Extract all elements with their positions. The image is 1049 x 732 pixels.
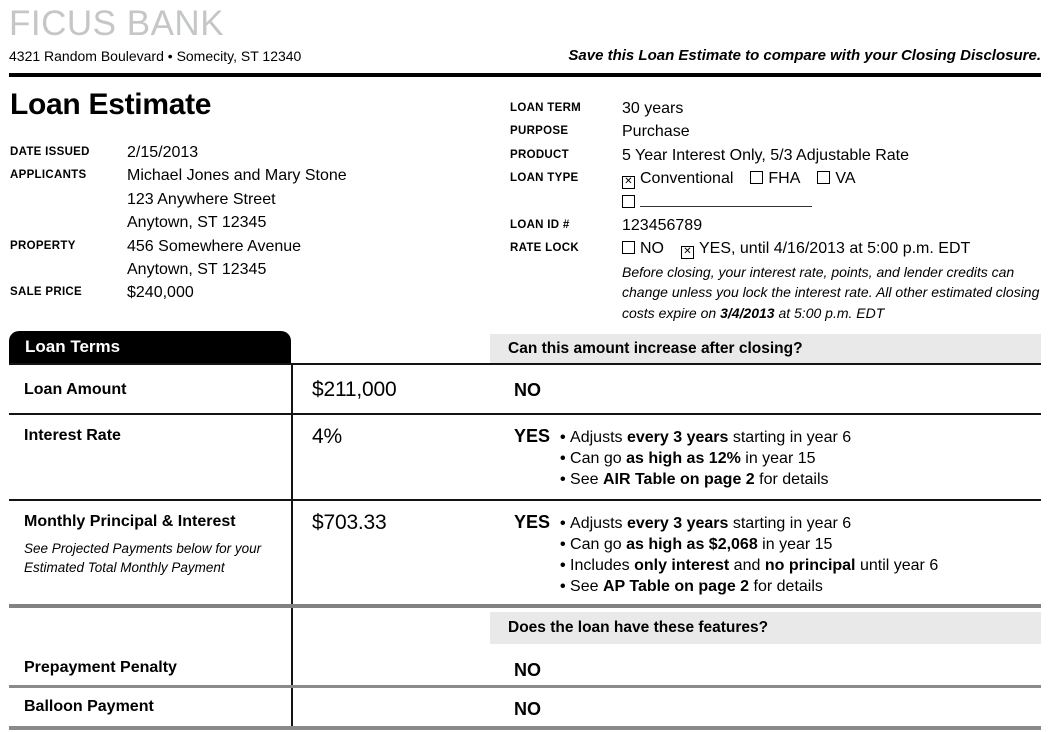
- row-answer-cell: [490, 649, 1041, 685]
- info-row: [10, 164, 480, 234]
- bullet-dot: •: [560, 471, 571, 488]
- info-line: $240,000: [127, 284, 194, 302]
- checkbox-label: FHA: [768, 170, 801, 188]
- answer-text: YES: [514, 512, 551, 532]
- bullet-item: • Includes only interest and no principal until year 6: [560, 557, 939, 574]
- row-value-cell: [291, 415, 490, 499]
- info-label: LOAN ID #: [510, 219, 570, 232]
- loan-info-row: [510, 144, 1041, 167]
- info-label: APPLICANTS: [10, 169, 87, 182]
- bullet-item: • Can go as high as $2,068 in year 15: [560, 536, 833, 553]
- loan-info-row: [510, 167, 1041, 214]
- info-row: [10, 141, 480, 164]
- row-value-cell: [291, 688, 490, 726]
- info-row: [10, 281, 480, 304]
- row-label: Prepayment Penalty: [24, 659, 177, 676]
- applicant-info-rows: [10, 141, 480, 305]
- checkbox-unchecked-icon: [622, 241, 635, 254]
- loan-info-value: [622, 167, 1041, 214]
- info-row: [10, 235, 480, 282]
- blank-line: [640, 193, 812, 207]
- page-title: Loan Estimate: [10, 88, 212, 121]
- checkbox-option: [817, 170, 855, 187]
- answer-text: NO: [514, 380, 541, 400]
- info-line: 456 Somewhere Avenue: [127, 237, 302, 255]
- bullet-dot: •: [560, 578, 571, 595]
- checkbox-checked-icon: ✕: [681, 246, 694, 259]
- info-value: [127, 141, 480, 164]
- rate-lock-note: Before closing, your interest rate, points, and lender credits can change unless you lock the interest rate. All other estimated closing costs expire on 3/4/2013 at 5:00 p.m. EDT: [622, 263, 1040, 321]
- row-answer-cell: [490, 365, 1041, 413]
- row-sublabel: See Projected Payments below for your Estimated Total Monthly Payment: [24, 541, 262, 575]
- bullet-item: • Adjusts every 3 years starting in year 6: [560, 515, 852, 532]
- info-value: [127, 164, 480, 234]
- row-value: 4%: [312, 425, 342, 448]
- loan-terms-rows: [9, 365, 1041, 608]
- row-value-cell: [291, 501, 490, 604]
- bullet-item: • See AIR Table on page 2 for details: [560, 471, 829, 488]
- checkbox-unchecked-icon: [817, 171, 830, 184]
- checkbox-label: Conventional: [640, 170, 734, 188]
- save-note: Save this Loan Estimate to compare with your Closing Disclosure.: [568, 47, 1041, 64]
- info-label: PROPERTY: [10, 239, 76, 252]
- info-label: LOAN TYPE: [510, 172, 579, 185]
- checkbox-option: [750, 170, 800, 187]
- info-line: Anytown, ST 12345: [127, 261, 267, 279]
- checkbox-unchecked-icon: [622, 195, 635, 208]
- loan-info-value: 30 years: [622, 100, 684, 117]
- row-label-cell: [9, 365, 291, 413]
- bullet-item: • See AP Table on page 2 for details: [560, 578, 823, 595]
- row-value-cell: [291, 649, 490, 685]
- applicant-info-block: [10, 88, 480, 305]
- checkbox-option: [622, 194, 812, 211]
- loan-info-value: 5 Year Interest Only, 5/3 Adjustable Rate: [622, 146, 909, 164]
- checkbox-label: VA: [835, 170, 856, 188]
- checkbox-label: YES, until 4/16/2013 at 5:00 p.m. EDT: [699, 240, 971, 258]
- info-label: SALE PRICE: [10, 286, 83, 299]
- bullet-dot: •: [560, 450, 571, 467]
- checkbox-checked-icon: ✕: [622, 176, 635, 189]
- bullet-item: • Can go as high as 12% in year 15: [560, 450, 816, 467]
- info-label: PRODUCT: [510, 148, 569, 161]
- bullet-dot: •: [560, 515, 571, 532]
- answer-text: NO: [514, 660, 541, 680]
- info-label: PURPOSE: [510, 125, 569, 138]
- checkbox-unchecked-icon: [750, 171, 763, 184]
- bullet-dot: •: [560, 429, 571, 446]
- loan-term-row: [9, 415, 1041, 501]
- bullet-dot: •: [560, 557, 571, 574]
- checkbox-option: [681, 240, 970, 257]
- bank-header: [9, 0, 1041, 77]
- row-answer-cell: [490, 688, 1041, 726]
- checkbox-label: NO: [640, 240, 664, 258]
- empty-label-cell: [9, 608, 291, 649]
- loan-info-block: [510, 97, 1041, 323]
- row-label: Loan Amount: [24, 381, 127, 398]
- bank-logo: FICUS BANK: [9, 4, 225, 43]
- row-label: Monthly Principal & Interest: [24, 513, 236, 530]
- loan-term-row: [9, 365, 1041, 415]
- loan-info-value: [622, 237, 1049, 323]
- loan-info-row: [510, 237, 1041, 323]
- info-line: Anytown, ST 12345: [127, 214, 267, 232]
- loan-info-rows: [510, 97, 1041, 323]
- bullet-list: [560, 511, 938, 597]
- bank-address: 4321 Random Boulevard • Somecity, ST 12340: [9, 48, 302, 64]
- row-answer-cell: [490, 415, 1041, 499]
- feature-rows: [9, 649, 1041, 730]
- row-value-cell: [291, 365, 490, 413]
- info-value: [127, 281, 480, 304]
- loan-info-value: 123456789: [622, 217, 703, 235]
- loan-terms-header-row: [9, 331, 1041, 365]
- answer-text: NO: [514, 699, 541, 719]
- loan-info-row: [510, 97, 1041, 120]
- loan-info-row: [510, 120, 1041, 143]
- loan-term-row: [9, 501, 1041, 608]
- loan-terms-tab: Loan Terms: [9, 331, 291, 363]
- row-label-cell: [9, 415, 291, 499]
- increase-question-header: Can this amount increase after closing?: [490, 334, 1041, 363]
- features-header-row: [9, 608, 1041, 649]
- loan-info-value: Purchase: [622, 123, 690, 141]
- row-label: Balloon Payment: [24, 698, 154, 715]
- row-label-cell: [9, 688, 291, 726]
- row-value: $703.33: [312, 511, 387, 534]
- row-label-cell: [9, 501, 291, 604]
- bank-address-row: [9, 46, 1041, 66]
- info-label: DATE ISSUED: [10, 146, 90, 158]
- features-question-header: Does the loan have these features?: [490, 612, 1041, 644]
- row-label-cell: [9, 649, 291, 685]
- info-line: 123 Anywhere Street: [127, 190, 276, 208]
- bullet-list: [560, 425, 851, 490]
- info-value: [127, 235, 480, 282]
- row-value: $211,000: [312, 378, 397, 401]
- row-answer-cell: [490, 501, 1041, 604]
- info-line: Michael Jones and Mary Stone: [127, 167, 347, 185]
- bullet-dot: •: [560, 536, 571, 553]
- bullet-item: • Adjusts every 3 years starting in year 6: [560, 429, 852, 446]
- info-label: LOAN TERM: [510, 102, 582, 114]
- loan-summary-section: [0, 77, 1049, 331]
- loan-terms-table: [9, 331, 1041, 730]
- loan-info-row: [510, 214, 1041, 237]
- checkbox-option: [622, 170, 733, 187]
- checkbox-option: [622, 240, 664, 257]
- info-label: RATE LOCK: [510, 242, 579, 255]
- feature-row: [9, 688, 1041, 730]
- answer-text: YES: [514, 426, 551, 446]
- info-line: 2/15/2013: [127, 144, 199, 161]
- empty-value-cell: [291, 608, 490, 649]
- feature-row: [9, 649, 1041, 688]
- row-label: Interest Rate: [24, 427, 121, 444]
